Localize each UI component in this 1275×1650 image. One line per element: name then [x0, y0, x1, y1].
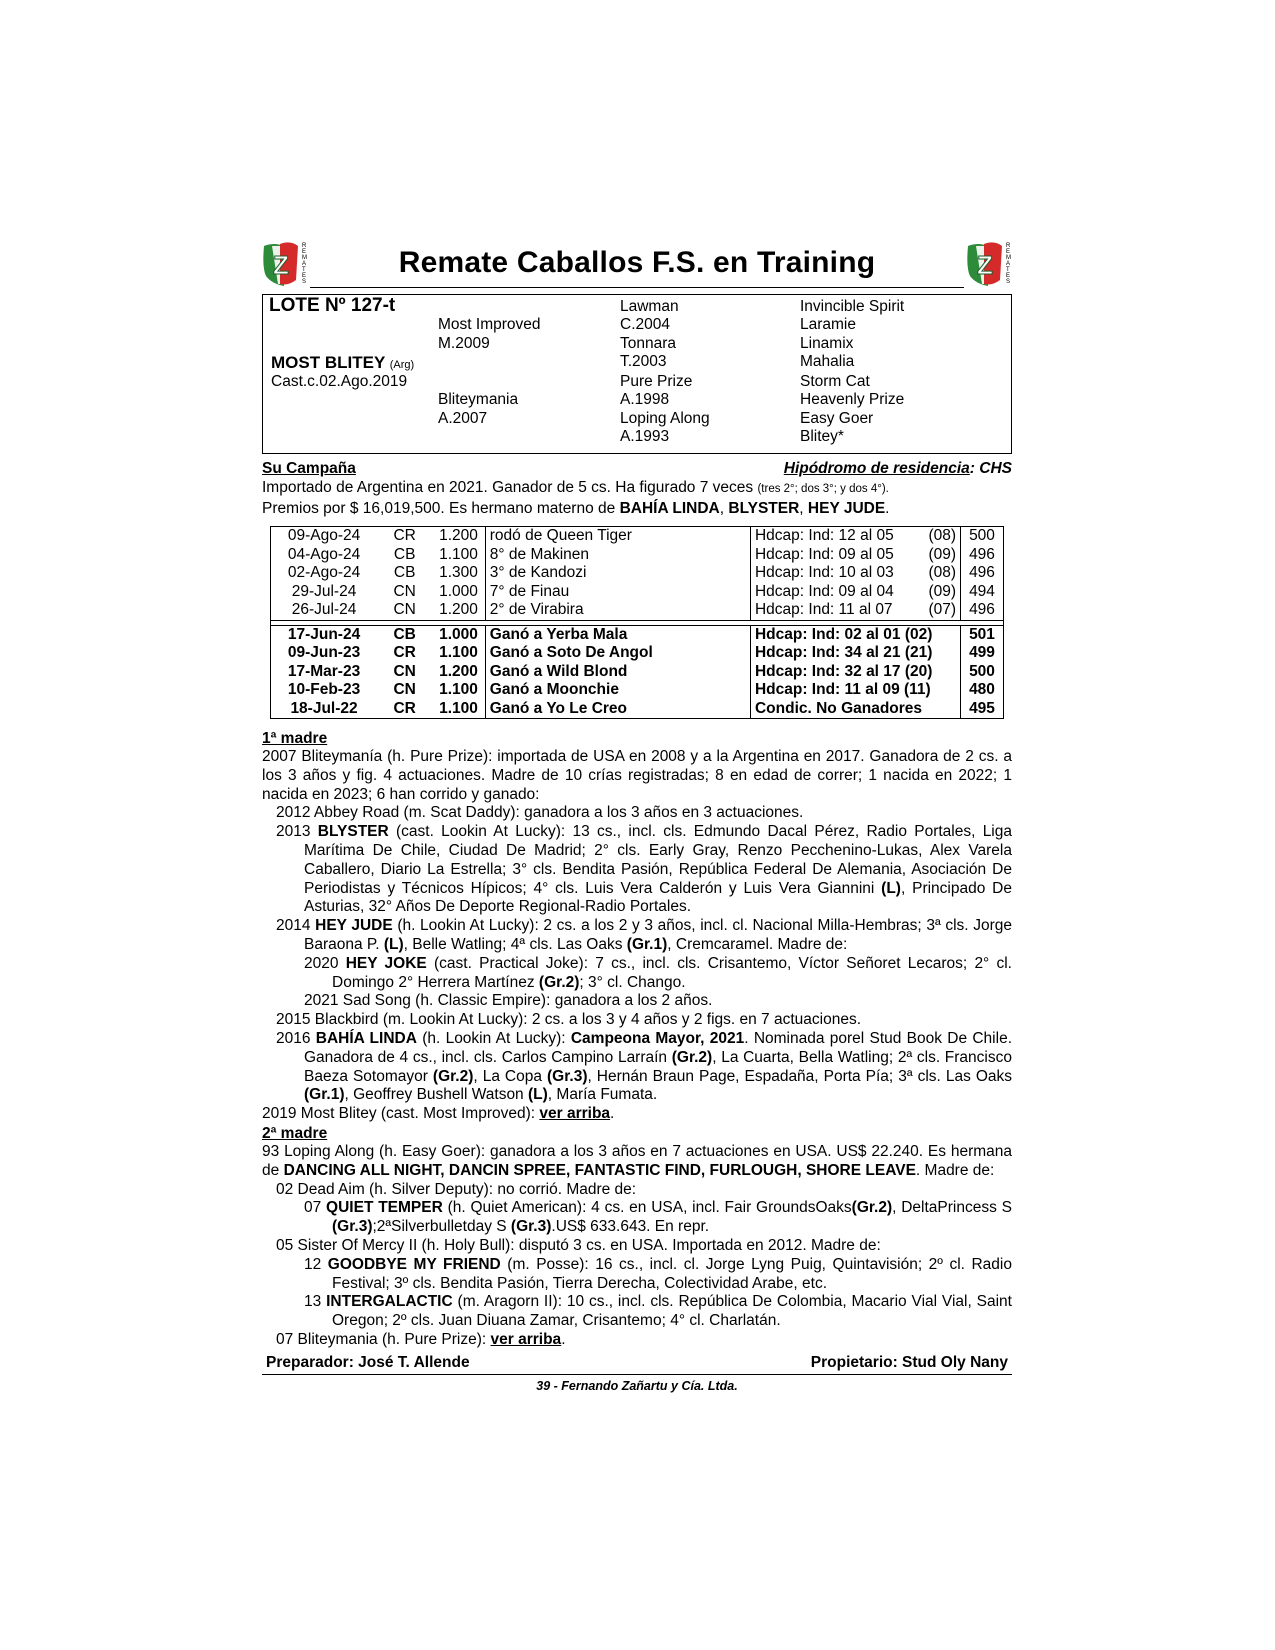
race-date: 10-Feb-23 — [287, 681, 361, 698]
race-condition: Hdcap: Ind: 09 al 04 (09) — [750, 583, 960, 602]
race-win-row — [271, 644, 1003, 663]
race-win-row — [271, 663, 1003, 682]
race-result: Ganó a Wild Blond — [485, 663, 750, 682]
horse-description: Cast.c.02.Ago.2019 — [271, 373, 408, 390]
race-condition: Hdcap: Ind: 02 al 01 (02) — [750, 625, 960, 644]
race-date: 17-Jun-24 — [287, 625, 361, 643]
dam-name: Bliteymania — [438, 391, 519, 408]
campaign-title: Su Campaña — [262, 460, 356, 477]
ancestor: Storm Cat — [800, 373, 870, 390]
race-win-row — [271, 700, 1003, 719]
sire-name: Most Improved — [438, 316, 541, 333]
race-weight: 495 — [961, 700, 1003, 719]
race-result: 2° de Virabira — [485, 601, 750, 620]
second-dam-text: 93 Loping Along (h. Easy Goer): ganadora a los 3 años en 7 actuaciones en USA. US$ 22.240. Es hermana de DANCING ALL NIGHT, DANCIN SPREE, FANTASTIC FIND, FURLOUGH, SHORE LEAVE. Madre de: 02 Dead Aim (h. Silver Deputy): no corrió. Madre de: 07 QUIET TEMPER (h. Quiet American): 4 cs. en USA, incl. Fair GroundsOaks(Gr.2), DeltaPrincess S (Gr.3);2ªSilverbulletday S (Gr.3).US$ 633.643. En repr. 05 Sister Of Mercy II (h. Holy Bull): disputó 3 cs. en USA. Importada en 2012. Madre de: 12 GOODBYE MY FRIEND (m. Posse): 16 cs., incl. cl. Jorge Lyng Puig, Quintavisión; 2º cl. Radio Festival; 3º cls. Bendita Pasión, Tierra Derecha, Colectividad Arabe, etc. 13 INTERGALACTIC (m. Aragorn II): 10 cs., incl. cls. República De Colombia, Macario Vial Vial, Saint Oregon; 2º cls. Juan Diuana Zamar, Crisantemo; 4° cl. Charlatán. 07 Bliteymania (h. Pure Prize): ver arriba. — [262, 1142, 1012, 1348]
ancestor: Blitey* — [800, 428, 844, 445]
header — [262, 240, 1012, 292]
race-track: CR — [393, 644, 416, 661]
race-date: 26-Jul-24 — [291, 601, 357, 618]
race-date: 18-Jul-22 — [290, 699, 358, 717]
race-condition: Hdcap: Ind: 11 al 09 (11) — [750, 681, 960, 700]
grandsire-1: Lawman — [620, 298, 679, 315]
grandsire-2: Pure Prize — [620, 373, 693, 390]
trainer: Preparador: José T. Allende — [266, 1353, 470, 1371]
owner: Propietario: Stud Oly Nany — [810, 1353, 1008, 1371]
race-track: CB — [393, 564, 416, 581]
race-win-row — [271, 625, 1003, 644]
svg-text:A: A — [1006, 261, 1011, 267]
race-row — [271, 583, 1003, 602]
page-title: Remate Caballos F.S. en Training — [398, 246, 876, 279]
svg-text:R: R — [302, 243, 307, 249]
race-track: CR — [393, 527, 416, 544]
ancestor: Invincible Spirit — [800, 298, 905, 315]
ancestor: Linamix — [800, 335, 854, 352]
race-record-table — [270, 526, 1004, 719]
race-track: CN — [393, 601, 416, 618]
race-row — [271, 564, 1003, 583]
catalog-page — [262, 240, 1012, 1393]
svg-text:T: T — [1006, 267, 1010, 273]
race-weight: 500 — [961, 663, 1003, 682]
race-condition: Hdcap: Ind: 34 al 21 (21) — [750, 644, 960, 663]
race-weight: 494 — [961, 583, 1003, 602]
race-row — [271, 546, 1003, 565]
remates-logo-icon — [966, 240, 1012, 288]
svg-text:E: E — [1006, 273, 1011, 279]
race-result: Ganó a Soto De Angol — [485, 644, 750, 663]
race-distance: 1.200 — [439, 601, 478, 618]
svg-text:Z: Z — [977, 250, 993, 280]
race-date: 04-Ago-24 — [287, 545, 361, 563]
race-weight: 499 — [961, 644, 1003, 663]
campaign-heading — [262, 460, 1012, 478]
grandsire-2-info: A.1998 — [620, 391, 670, 408]
race-track: CN — [393, 582, 416, 600]
race-result: rodó de Queen Tiger — [485, 527, 750, 546]
svg-text:E: E — [302, 249, 307, 255]
campaign-summary: Importado de Argentina en 2021. Ganador de 5 cs. Ha figurado 7 veces (tres 2°; dos 3°; y dos 4°). — [262, 479, 889, 496]
svg-text:R: R — [1006, 243, 1011, 249]
hippodrome: Hipódromo de residencia: CHS — [783, 460, 1012, 477]
race-track: CN — [393, 681, 416, 698]
ancestor: Laramie — [800, 316, 856, 333]
granddam-1: Tonnara — [620, 335, 677, 352]
race-weight: 496 — [961, 564, 1003, 583]
race-condition: Hdcap: Ind: 09 al 05 (09) — [750, 546, 960, 565]
footer-credits — [262, 1354, 1012, 1372]
race-row — [271, 527, 1003, 546]
ancestor: Easy Goer — [800, 410, 874, 427]
race-distance: 1.200 — [439, 662, 478, 680]
race-distance: 1.000 — [439, 625, 478, 643]
race-distance: 1.000 — [439, 582, 478, 600]
race-track: CN — [393, 662, 416, 680]
granddam-2: Loping Along — [620, 410, 710, 427]
dam-info: A.2007 — [438, 410, 488, 427]
race-track: CB — [393, 545, 416, 563]
svg-text:E: E — [1006, 249, 1011, 255]
race-result: 8° de Makinen — [485, 546, 750, 565]
race-condition: Hdcap: Ind: 32 al 17 (20) — [750, 663, 960, 682]
race-weight: 496 — [961, 601, 1003, 620]
race-weight: 500 — [961, 527, 1003, 546]
first-dam-text: 2007 Bliteymanía (h. Pure Prize): importada de USA en 2008 y a la Argentina en 2017. Ganadora de 2 cs. a los 3 años y fig. 4 actuaciones. Madre de 10 crías registradas; 8 en edad de correr; 1 nacida en 2022; 1 nacida en 2023; 6 han corrido y ganado: 2012 Abbey Road (m. Scat Daddy): ganadora a los 3 años en 3 actuaciones. 2013 BLYSTER (cast. Lookin At Lucky): 13 cs., incl. cls. Edmundo Dacal Pérez, Radio Portales, Liga Marítima De Chile, Ciudad De Madrid; 2° cls. Early Gray, Renzo Pecchenino-Lukas, Alex Varela Caballero, Diario La Estrella; 3° cls. Bendita Pasión, República Federal De Alemania, Asociación De Periodistas y Técnicos Hípicos; 4° cls. Luis Vera Calderón y Luis Vera Giannini (L), Principado De Asturias, 32° Años De Deporte Regional-Radio Portales. 2014 HEY JUDE (h. Lookin At Lucky): 2 cs. a los 2 y 3 años, incl. cl. Nacional Milla-Hembras; 3ª cls. Jorge Baraona P. (L), Belle Watling; 4ª cls. Las Oaks (Gr.1), Cremcaramel. Madre de: 2020 HEY JOKE (cast. Practical Joke): 7 cs., incl. cls. Crisantemo, Víctor Señoret Lecaros; 2° cl. Domingo 2° Herrera Martínez (Gr.2); 3° cl. Chango. 2021 Sad Song (h. Classic Empire): ganadora a los 2 años. 2015 Blackbird (m. Lookin At Lucky): 2 cs. a los 3 y 4 años y 2 figs. en 7 actuaciones. 2016 BAHÍA LINDA (h. Lookin At Lucky): Campeona Mayor, 2021. Nominada porel Stud Book De Chile. Ganadora de 4 cs., incl. cls. Carlos Campino Larraín (Gr.2), La Cuarta, Bella Watling; 2ª cls. Francisco Baeza Sotomayor (Gr.2), La Copa (Gr.3), Hernán Braun Page, Espadaña, Porta Pía; 3ª cls. Las Oaks (Gr.1), Geoffrey Bushell Watson (L), María Fumata. 2019 Most Blitey (cast. Most Improved): ver arriba. — [262, 748, 1012, 1123]
race-date: 09-Jun-23 — [287, 644, 361, 661]
svg-text:M: M — [1006, 255, 1011, 261]
race-date: 29-Jul-24 — [291, 582, 357, 600]
race-distance: 1.100 — [439, 699, 478, 717]
race-result: Ganó a Yerba Mala — [485, 625, 750, 644]
ancestor: Heavenly Prize — [800, 391, 905, 408]
race-result: Ganó a Yo Le Creo — [485, 700, 750, 719]
race-weight: 496 — [961, 546, 1003, 565]
race-result: Ganó a Moonchie — [485, 681, 750, 700]
race-condition: Hdcap: Ind: 12 al 05 (08) — [750, 527, 960, 546]
race-condition: Hdcap: Ind: 10 al 03 (08) — [750, 564, 960, 583]
remates-logo-icon — [262, 240, 308, 288]
race-distance: 1.100 — [439, 644, 478, 661]
race-date: 17-Mar-23 — [287, 662, 361, 680]
race-row — [271, 601, 1003, 620]
svg-text:E: E — [302, 273, 307, 279]
race-date: 02-Ago-24 — [287, 564, 361, 581]
race-result: 7° de Finau — [485, 583, 750, 602]
race-condition: Hdcap: Ind: 11 al 07 (07) — [750, 601, 960, 620]
sire-info: M.2009 — [438, 335, 490, 352]
grandsire-1-info: C.2004 — [620, 316, 670, 333]
race-win-row — [271, 681, 1003, 700]
race-track: CB — [393, 625, 416, 643]
race-distance: 1.300 — [439, 564, 478, 581]
race-weight: 501 — [961, 625, 1003, 644]
lot-number: LOTE Nº 127-t — [269, 295, 396, 316]
svg-text:S: S — [302, 279, 307, 285]
race-track: CR — [393, 699, 416, 717]
granddam-2-info: A.1993 — [620, 428, 670, 445]
header-rule — [310, 287, 964, 288]
svg-text:A: A — [302, 261, 307, 267]
svg-text:S: S — [1006, 279, 1011, 285]
pedigree-box — [262, 294, 1012, 454]
svg-text:Z: Z — [273, 250, 289, 280]
horse-name: MOST BLITEY (Arg) — [271, 353, 415, 372]
race-weight: 480 — [961, 681, 1003, 700]
race-distance: 1.200 — [439, 527, 478, 544]
campaign-prizes: Premios por $ 16,019,500. Es hermano materno de BAHÍA LINDA, BLYSTER, HEY JUDE. — [262, 500, 890, 517]
granddam-1-info: T.2003 — [620, 353, 667, 370]
race-distance: 1.100 — [439, 681, 478, 698]
second-dam-title: 2ª madre — [262, 1124, 328, 1142]
race-condition: Condic. No Ganadores — [750, 700, 960, 719]
race-distance: 1.100 — [439, 545, 478, 563]
race-result: 3° de Kandozi — [485, 564, 750, 583]
footer-rule — [262, 1374, 1012, 1375]
page-number: 39 - Fernando Zañartu y Cía. Ltda. — [536, 1378, 738, 1393]
svg-text:M: M — [302, 255, 307, 261]
svg-text:T: T — [302, 267, 306, 273]
first-dam-title: 1ª madre — [262, 730, 328, 747]
race-date: 09-Ago-24 — [287, 527, 361, 544]
ancestor: Mahalia — [800, 353, 855, 370]
